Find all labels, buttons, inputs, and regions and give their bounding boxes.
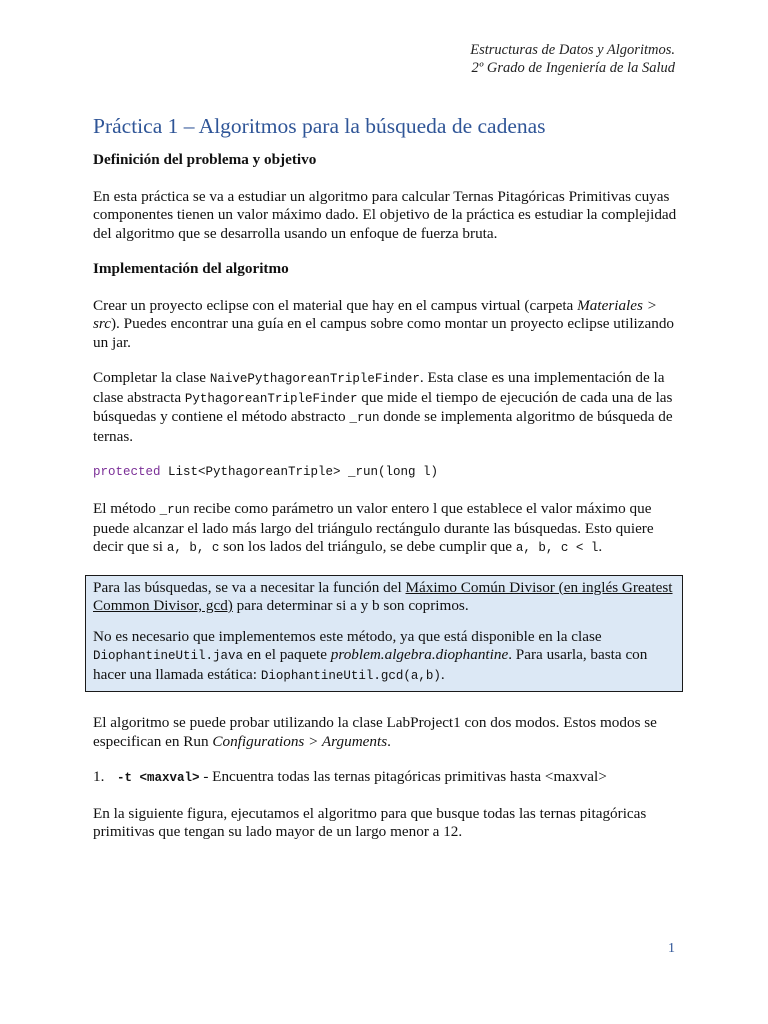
paragraph-objective: En esta práctica se va a estudiar un algoritmo para calcular Ternas Pitagóricas Primitivas cuyas componentes tienen un valor máximo dado. El objetivo de la práctica es estudiar la complejidad del algoritmo que se desarrolla usando un enfoque de fuerza bruta. xyxy=(93,187,677,242)
code-naive-finder: NaivePythagoreanTripleFinder xyxy=(209,372,420,386)
code-keyword: protected xyxy=(93,465,161,479)
code-abstract-finder: PythagoreanTripleFinder xyxy=(184,391,358,406)
paragraph-complete-class: Completar la clase NaivePythagoreanTripleFinder. Esta clase es una implementación de la clase abstracta PythagoreanTripleFinder que mide el tiempo de ejecución de cada una de las búsquedas y contiene el método abstracto _run donde se implementa algoritmo de búsqueda de ternas. xyxy=(93,369,673,445)
gcd-link[interactable]: Máximo Común Divisor (en inglés Greatest Common Divisor, gcd) xyxy=(93,578,673,614)
section-heading-definition: Definición del problema y objetivo xyxy=(93,151,317,168)
page-header xyxy=(470,41,675,77)
paragraph-figure-intro: En la siguiente figura, ejecutamos el algoritmo para que busque todas las ternas pitagóricas primitivas que tengan su lado mayor de un largo menor a 12. xyxy=(93,804,647,840)
header-degree: 2º Grado de Ingeniería de la Salud xyxy=(471,60,675,76)
document-body xyxy=(93,113,677,859)
list-item-mode-t: 1. -t <maxval> - Encuentra todas las ternas pitagóricas primitivas hasta <maxval> xyxy=(93,768,607,785)
paragraph-create-project: Crear un proyecto eclipse con el material que hay en el campus virtual (carpeta Materiales > src). Puedes encontrar una guía en el campus sobre como montar un proyecto eclipse utilizando un jar. xyxy=(93,296,675,351)
code-signature: protected List<PythagoreanTriple> _run(long l) xyxy=(93,465,439,479)
page-number: 1 xyxy=(668,941,675,956)
document-title: Práctica 1 – Algoritmos para la búsqueda de cadenas xyxy=(93,114,546,138)
header-course: Estructuras de Datos y Algoritmos. xyxy=(470,42,675,58)
code-maxval-flag: -t <maxval> xyxy=(117,771,200,785)
note-paragraph-gcd: Para las búsquedas, se va a necesitar la función del Máximo Común Divisor (en inglés Greatest Common Divisor, gcd) para determinar si a y b son coprimos. xyxy=(93,578,673,614)
code-run-method: _run xyxy=(349,411,380,425)
note-paragraph-diophantine: No es necesario que implementemos este método, ya que está disponible en la clase DiophantineUtil.java en el paquete problem.algebra.diophantine. Para usarla, basta con hacer una llamada estática: DiophantineUtil.gcd(a,b). xyxy=(93,627,648,683)
section-heading-implementation: Implementación del algoritmo xyxy=(93,260,289,277)
paragraph-labproject: El algoritmo se puede probar utilizando la clase LabProject1 con dos modos. Estos modos se especifican en Run Configurations > Arguments. xyxy=(93,714,657,750)
gcd-note-box xyxy=(85,575,683,693)
paragraph-run-method: El método _run recibe como parámetro un valor entero l que establece el valor máximo que puede alcanzar el lado más largo del triángulo rectángulo durante las búsquedas. Esto quiere decir que si a, b, c son los lados del triángulo, se debe cumplir que a, b, c < l. xyxy=(93,500,654,555)
